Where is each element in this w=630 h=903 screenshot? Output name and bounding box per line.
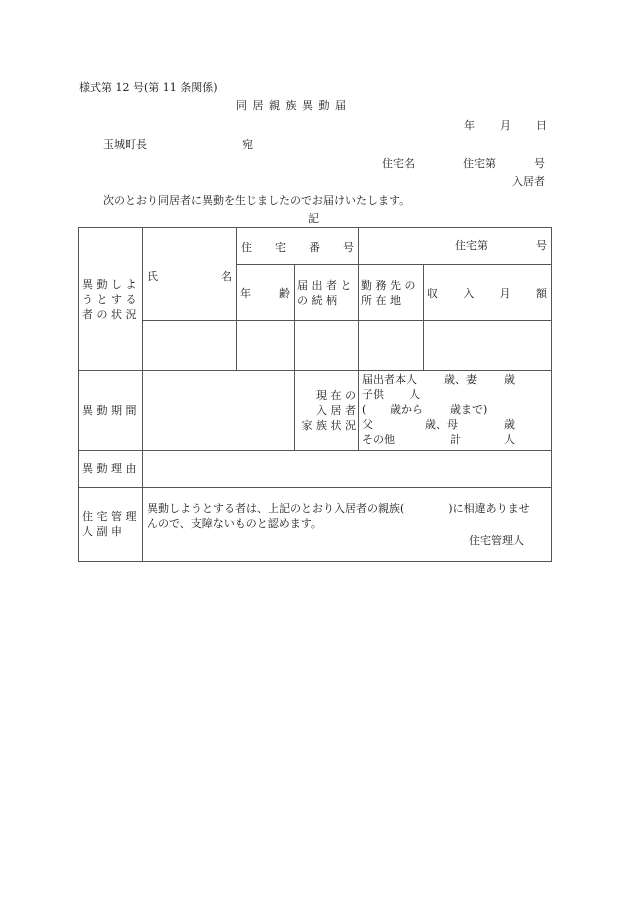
family-status-label: 現 在 の 入 居 者 家 族 状 況 xyxy=(301,389,356,432)
reason-label: 異 動 理 由 xyxy=(82,462,137,475)
section-person-status-label: 異 動 し よ う と す る 者 の 状 況 xyxy=(82,278,137,321)
name-field[interactable] xyxy=(143,321,236,370)
addressee-name: 玉城町長 xyxy=(103,138,147,151)
relation-field[interactable] xyxy=(295,321,358,370)
manager-signature-label: 住宅管理人 xyxy=(469,534,524,547)
name-label: 氏 名 xyxy=(147,270,232,283)
form-number: 様式第 12 号(第 11 条関係) xyxy=(79,81,218,94)
ki-label: 記 xyxy=(308,212,319,225)
period-field[interactable] xyxy=(143,371,294,450)
resident-label: 入居者 xyxy=(512,175,545,188)
addressee-suffix: 宛 xyxy=(242,138,253,151)
housing-number-suffix: 号 xyxy=(534,157,545,170)
period-label: 異 動 期 間 xyxy=(82,404,137,417)
housing-number-field-suffix: 号 xyxy=(536,239,547,252)
date-month: 月 xyxy=(500,119,511,132)
manager-statement-line-2: んので、支障ないものと認めます。 xyxy=(147,517,322,530)
income-field[interactable] xyxy=(424,321,551,370)
date-year: 年 xyxy=(464,119,475,132)
manager-endorsement-label: 住 宅 管 理 人 副 申 xyxy=(82,510,137,538)
family-line-children: 子供 人 xyxy=(362,388,420,401)
income-label: 収 入 月 額 xyxy=(427,287,547,300)
relation-label: 届 出 者 と の 続 柄 xyxy=(297,279,352,307)
intro-text: 次のとおり同居者に異動を生じましたのでお届けいたします。 xyxy=(103,194,411,207)
date-day: 日 xyxy=(536,119,547,132)
document-title: 同 居 親 族 異 動 届 xyxy=(236,99,347,112)
age-label: 年 齢 xyxy=(240,287,290,300)
family-line-others-total: その他 計 人 xyxy=(362,433,515,446)
family-line-parents: 父 歳、母 歳 xyxy=(362,418,515,431)
family-status-details[interactable] xyxy=(362,372,547,447)
housing-number-label: 住 宅 番 号 xyxy=(241,241,354,254)
housing-number-field-prefix[interactable]: 住宅第 xyxy=(455,239,488,252)
manager-statement-line-1: 異動しようとする者は、上記のとおり入居者の親族( )に相違ありませ xyxy=(147,502,530,515)
age-field[interactable] xyxy=(237,321,294,370)
family-line-self-spouse: 届出者本人 歳、妻 歳 xyxy=(362,373,515,386)
housing-number-prefix: 住宅第 xyxy=(463,157,496,170)
family-line-children-ages: ( 歳から 歳まで) xyxy=(362,403,488,416)
reason-field[interactable] xyxy=(143,451,551,487)
housing-name-label: 住宅名 xyxy=(382,157,415,170)
workplace-label: 勤 務 先 の 所 在 地 xyxy=(361,279,416,307)
workplace-field[interactable] xyxy=(359,321,423,370)
